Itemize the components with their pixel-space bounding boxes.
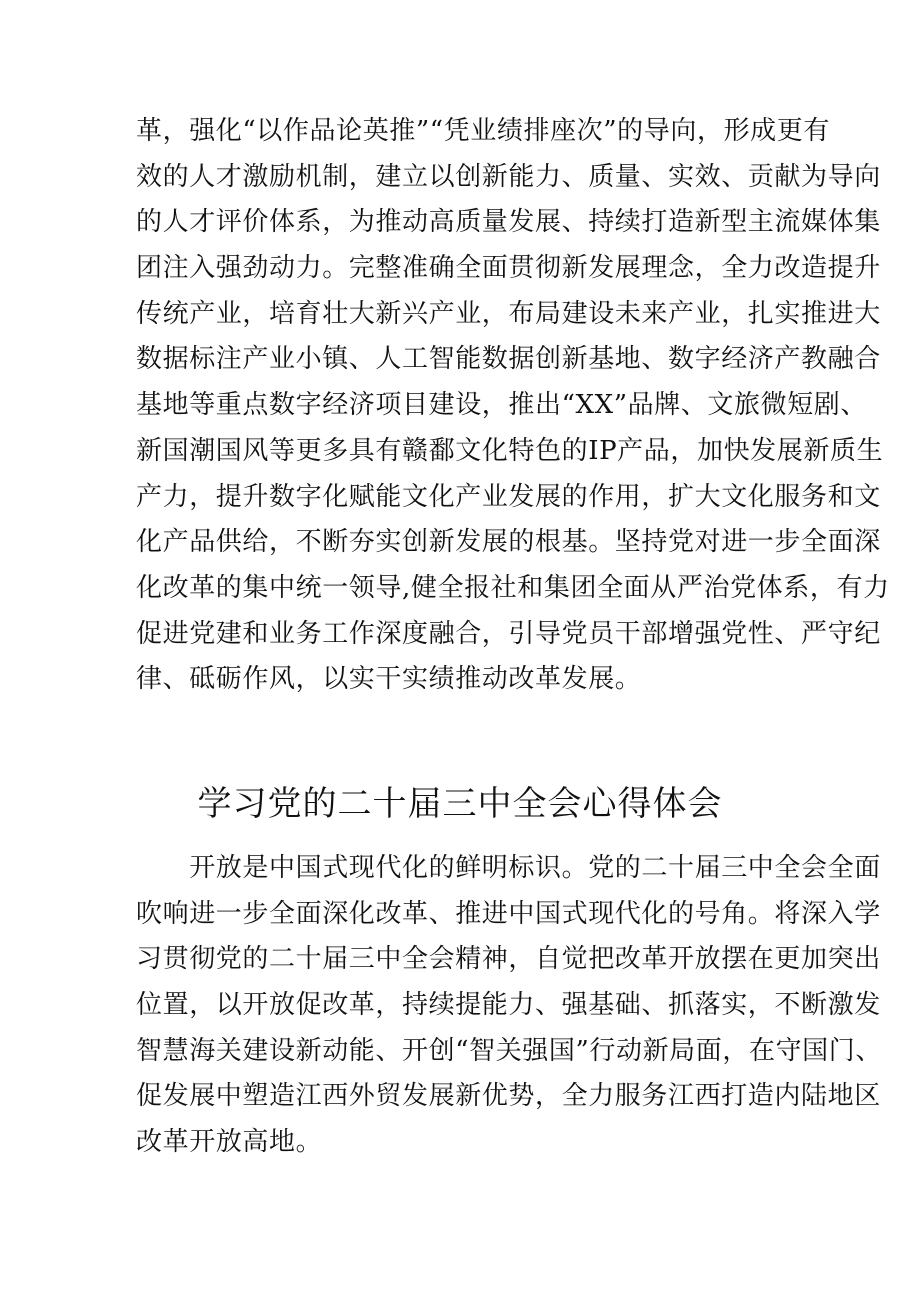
text-line: 化产品供给，不断夯实创新发展的根基。坚持党对进一步全面深 bbox=[136, 527, 881, 558]
text-line: 产力，提升数字化赋能文化产业发展的作用，扩大文化服务和文 bbox=[136, 481, 881, 512]
text-line: 律、砥砺作风，以实干实绩推动改革发展。 bbox=[136, 664, 642, 695]
text-line: 的人才评价体系，为推动高质量发展、持续打造新型主流媒体集 bbox=[136, 207, 881, 238]
text-line: 改革开放高地。 bbox=[136, 1127, 323, 1158]
section-heading: 学习党的二十届三中全会心得体会 bbox=[197, 784, 723, 824]
text-line: 数据标注产业小镇、人工智能数据创新基地、数字经济产教融合 bbox=[136, 344, 881, 375]
text-line: 革，强化“以作品论英推”“凭业绩排座次”的导向，形成更有 bbox=[136, 116, 830, 146]
text-line: 效的人才激励机制，建立以创新能力、质量、实效、贡献为导向 bbox=[136, 161, 881, 192]
text-line: 传统产业，培育壮大新兴产业，布局建设未来产业，扎实推进大 bbox=[136, 298, 881, 329]
text-line: 开放是中国式现代化的鲜明标识。党的二十届三中全会全面 bbox=[136, 853, 881, 883]
text-line: 吹响进一步全面深化改革、推进中国式现代化的号角。将深入学 bbox=[136, 898, 881, 929]
text-line: 位置，以开放促改革，持续提能力、强基础、抓落实，不断激发 bbox=[136, 990, 881, 1021]
text-line: 基地等重点数字经济项目建设，推出“XX”品牌、文旅微短剧、 bbox=[136, 390, 868, 421]
text-line: 化改革的集中统一领导,健全报社和集团全面从严治党体系，有力 bbox=[136, 572, 890, 603]
text-line: 习贯彻党的二十届三中全会精神，自觉把改革开放摆在更加突出 bbox=[136, 944, 881, 975]
text-line: 新国潮国风等更多具有赣鄱文化特色的IP产品，加快发展新质生 bbox=[136, 435, 884, 466]
text-line: 促发展中塑造江西外贸发展新优势，全力服务江西打造内陆地区 bbox=[136, 1081, 881, 1112]
body-paragraph-1 bbox=[136, 109, 890, 703]
text-line: 智慧海关建设新动能、开创“智关强国”行动新局面，在守国门、 bbox=[136, 1035, 882, 1066]
text-line: 促进党建和业务工作深度融合，引导党员干部增强党性、严守纪 bbox=[136, 618, 881, 649]
text-line: 团注入强劲动力。完整准确全面贯彻新发展理念，全力改造提升 bbox=[136, 253, 881, 284]
body-paragraph-2 bbox=[136, 846, 882, 1166]
